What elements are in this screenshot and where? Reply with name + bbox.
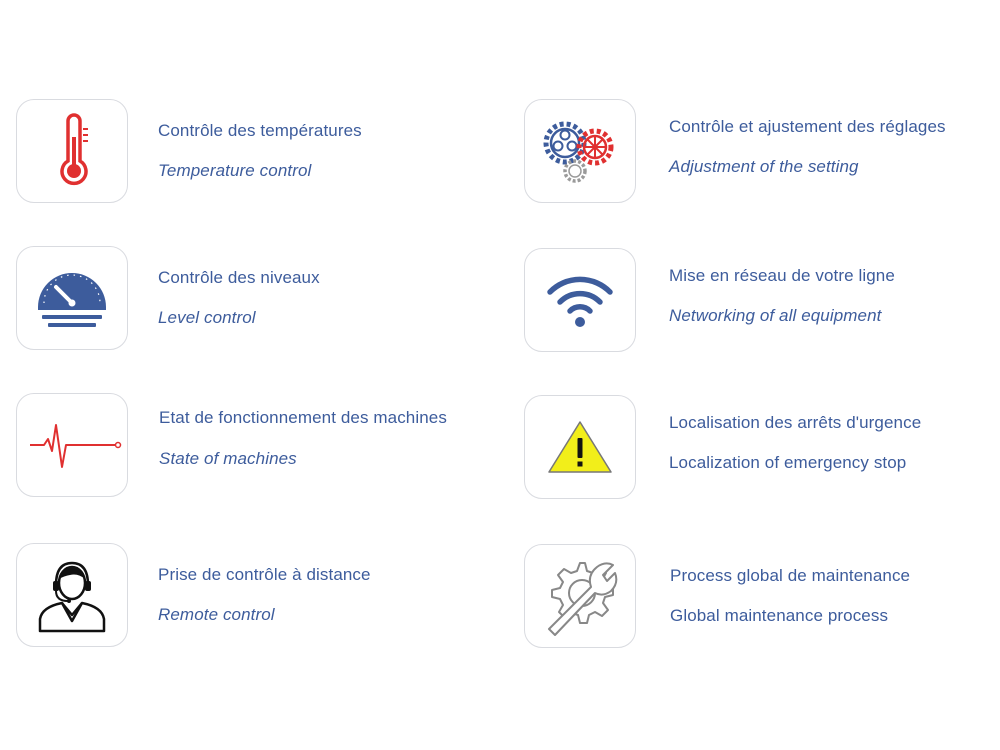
wrench-gear-icon: [535, 551, 625, 641]
icon-tile: [524, 544, 636, 648]
thermometer-icon: [42, 111, 102, 191]
feature-title-fr: Etat de fonctionnement des machines: [159, 408, 447, 427]
heartbeat-line-icon: [22, 415, 122, 475]
icon-tile: [16, 393, 128, 497]
feature-title-fr: Prise de contrôle à distance: [158, 565, 371, 584]
feature-title-fr: Contrôle des températures: [158, 121, 362, 140]
warning-icon: [545, 416, 615, 478]
feature-title-en: Localization of emergency stop: [669, 453, 907, 472]
icon-tile: [16, 543, 128, 647]
gears-icon: [537, 113, 623, 189]
icon-tile: [524, 99, 636, 203]
feature-title-en: Level control: [158, 308, 256, 327]
feature-title-fr: Mise en réseau de votre ligne: [669, 266, 895, 285]
feature-title-fr: Contrôle des niveaux: [158, 268, 320, 287]
feature-title-en: State of machines: [159, 449, 297, 468]
feature-title-en: Global maintenance process: [670, 606, 889, 625]
feature-title-en: Temperature control: [158, 161, 312, 180]
icon-tile: [524, 395, 636, 499]
headset-operator-icon: [32, 555, 112, 635]
feature-title-en: Remote control: [158, 605, 275, 624]
feature-title-fr: Contrôle et ajustement des réglages: [669, 117, 946, 136]
icon-tile: [524, 248, 636, 352]
icon-tile: [16, 246, 128, 350]
wifi-icon: [545, 270, 615, 330]
feature-title-fr: Process global de maintenance: [670, 566, 911, 585]
feature-title-en: Adjustment of the setting: [669, 157, 859, 176]
feature-title-en: Networking of all equipment: [669, 306, 882, 325]
gauge-icon: [32, 263, 112, 333]
icon-tile: [16, 99, 128, 203]
feature-title-fr: Localisation des arrêts d'urgence: [669, 413, 922, 432]
